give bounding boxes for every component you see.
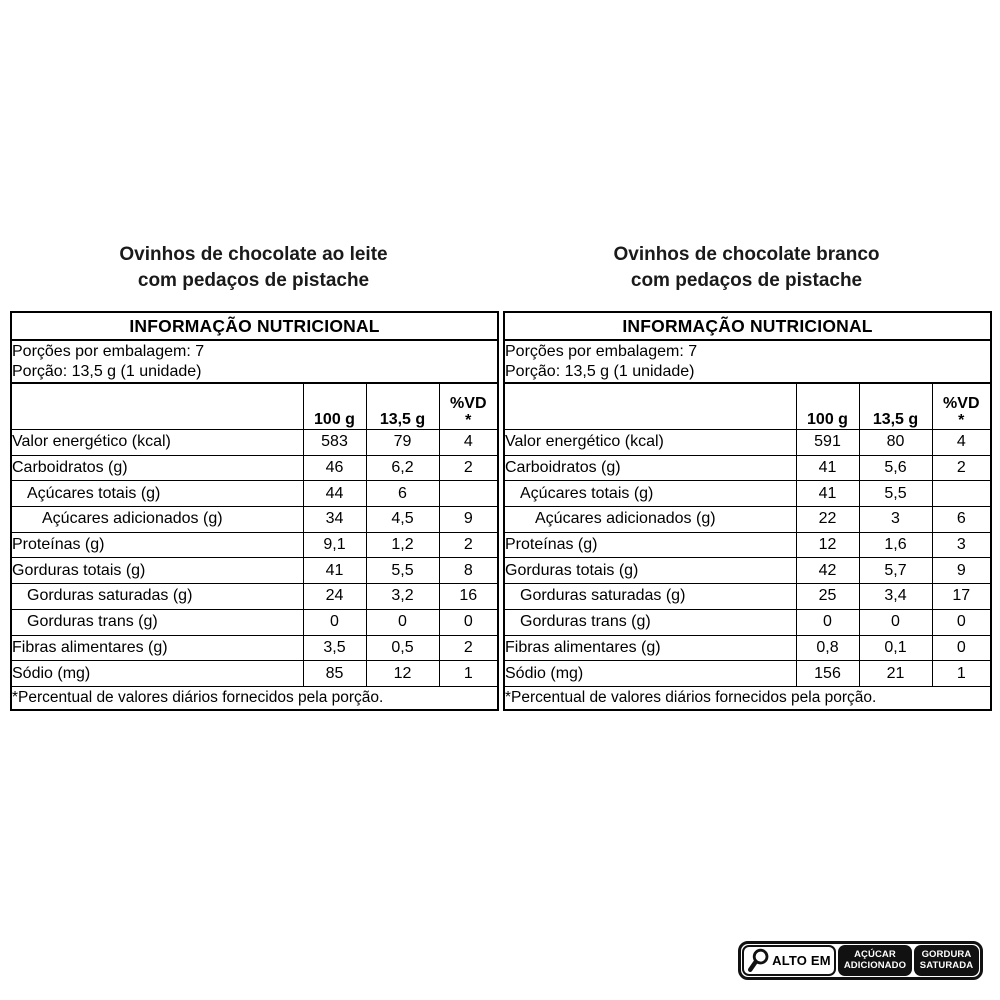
value-portion: 5,5 <box>366 558 439 584</box>
row-acucares-adicionados <box>11 507 498 533</box>
daily-value-footnote: *Percentual de valores diários fornecidos pela porção. <box>12 688 384 706</box>
value-portion: 5,6 <box>859 455 932 481</box>
row-proteinas <box>11 532 498 558</box>
value-portion: 3,2 <box>366 584 439 610</box>
value-vd: 17 <box>932 584 991 610</box>
value-100g: 34 <box>303 507 366 533</box>
value-100g: 9,1 <box>303 532 366 558</box>
row-proteinas <box>504 532 991 558</box>
nutrition-table-white-chocolate <box>503 311 992 711</box>
value-100g: 591 <box>796 430 859 456</box>
value-vd <box>439 481 498 507</box>
row-label: Gorduras trans (g) <box>11 609 303 635</box>
column-header-empty <box>504 383 796 430</box>
vd-asterisk: * <box>958 412 965 429</box>
row-valor-energetico <box>11 430 498 456</box>
column-header-empty <box>11 383 303 430</box>
value-vd: 2 <box>439 635 498 661</box>
value-100g: 0 <box>303 609 366 635</box>
product-title-white-chocolate <box>503 242 990 294</box>
value-100g: 25 <box>796 584 859 610</box>
row-acucares-totais <box>504 481 991 507</box>
row-label: Proteínas (g) <box>11 532 303 558</box>
value-100g: 41 <box>796 481 859 507</box>
value-vd: 2 <box>932 455 991 481</box>
product-title-line2: com pedaços de pistache <box>630 270 863 291</box>
row-gorduras-trans <box>11 609 498 635</box>
value-portion: 3 <box>859 507 932 533</box>
row-gorduras-trans <box>504 609 991 635</box>
column-header-portion: 13,5 g <box>366 383 439 430</box>
row-gorduras-saturadas <box>11 584 498 610</box>
row-label: Gorduras trans (g) <box>504 609 796 635</box>
row-label: Fibras alimentares (g) <box>504 635 796 661</box>
row-label: Sódio (mg) <box>11 661 303 687</box>
servings-info <box>11 340 498 383</box>
row-label: Açúcares adicionados (g) <box>504 507 796 533</box>
column-header-portion: 13,5 g <box>859 383 932 430</box>
row-acucares-totais <box>11 481 498 507</box>
value-100g: 42 <box>796 558 859 584</box>
vd-label: %VD <box>450 395 487 412</box>
row-label: Açúcares totais (g) <box>11 481 303 507</box>
row-sodio <box>504 661 991 687</box>
value-100g: 46 <box>303 455 366 481</box>
value-portion: 12 <box>366 661 439 687</box>
servings-row <box>504 340 991 383</box>
table-header-row <box>504 312 991 340</box>
value-portion: 4,5 <box>366 507 439 533</box>
value-portion: 80 <box>859 430 932 456</box>
nutrition-table-milk-chocolate <box>10 311 499 711</box>
magnifier-icon <box>747 947 771 975</box>
value-vd: 8 <box>439 558 498 584</box>
row-label: Gorduras saturadas (g) <box>11 584 303 610</box>
row-label: Valor energético (kcal) <box>11 430 303 456</box>
saturated-fat-tag <box>914 945 979 976</box>
value-vd: 0 <box>932 635 991 661</box>
value-100g: 44 <box>303 481 366 507</box>
value-portion: 0 <box>366 609 439 635</box>
value-vd: 1 <box>439 661 498 687</box>
product-title-line1: Ovinhos de chocolate ao leite <box>119 244 388 265</box>
tag-line2: ADICIONADO <box>843 959 907 971</box>
high-in-warning-badge <box>738 941 983 980</box>
servings-info <box>504 340 991 383</box>
value-vd: 2 <box>439 455 498 481</box>
value-portion: 5,5 <box>859 481 932 507</box>
value-portion: 1,6 <box>859 532 932 558</box>
value-100g: 0,8 <box>796 635 859 661</box>
alto-em-label: ALTO EM <box>772 953 831 968</box>
value-vd: 9 <box>932 558 991 584</box>
value-portion: 0,1 <box>859 635 932 661</box>
column-header-vd <box>439 383 498 430</box>
footnote-row <box>11 686 498 710</box>
row-acucares-adicionados <box>504 507 991 533</box>
tag-line2: SATURADA <box>919 959 974 971</box>
value-vd: 3 <box>932 532 991 558</box>
vd-label: %VD <box>943 395 980 412</box>
product-title-milk-chocolate <box>10 242 497 294</box>
row-label: Proteínas (g) <box>504 532 796 558</box>
value-portion: 5,7 <box>859 558 932 584</box>
row-gorduras-saturadas <box>504 584 991 610</box>
row-label: Açúcares adicionados (g) <box>11 507 303 533</box>
row-label: Gorduras totais (g) <box>11 558 303 584</box>
row-fibras <box>11 635 498 661</box>
servings-row <box>11 340 498 383</box>
vd-asterisk: * <box>465 412 472 429</box>
value-portion: 3,4 <box>859 584 932 610</box>
value-vd <box>932 481 991 507</box>
row-carboidratos <box>11 455 498 481</box>
column-header-row <box>11 383 498 430</box>
footnote-row <box>504 686 991 710</box>
row-label: Carboidratos (g) <box>504 455 796 481</box>
value-vd: 9 <box>439 507 498 533</box>
row-label: Fibras alimentares (g) <box>11 635 303 661</box>
row-label: Gorduras totais (g) <box>504 558 796 584</box>
row-label: Gorduras saturadas (g) <box>504 584 796 610</box>
value-100g: 22 <box>796 507 859 533</box>
row-label: Carboidratos (g) <box>11 455 303 481</box>
value-100g: 41 <box>796 455 859 481</box>
value-100g: 583 <box>303 430 366 456</box>
table-header-row <box>11 312 498 340</box>
column-header-row <box>504 383 991 430</box>
value-100g: 41 <box>303 558 366 584</box>
value-vd: 16 <box>439 584 498 610</box>
column-header-100g: 100 g <box>796 383 859 430</box>
value-portion: 0 <box>859 609 932 635</box>
alto-em-pill <box>742 945 836 976</box>
value-portion: 6 <box>366 481 439 507</box>
value-portion: 6,2 <box>366 455 439 481</box>
row-sodio <box>11 661 498 687</box>
added-sugar-tag <box>838 945 912 976</box>
row-carboidratos <box>504 455 991 481</box>
value-100g: 0 <box>796 609 859 635</box>
value-100g: 156 <box>796 661 859 687</box>
value-100g: 12 <box>796 532 859 558</box>
product-title-line2: com pedaços de pistache <box>137 270 370 291</box>
daily-value-footnote: *Percentual de valores diários fornecidos pela porção. <box>505 688 877 706</box>
value-vd: 4 <box>932 430 991 456</box>
serving-size: Porção: 13,5 g (1 unidade) <box>505 362 695 380</box>
serving-size: Porção: 13,5 g (1 unidade) <box>12 362 202 380</box>
value-vd: 2 <box>439 532 498 558</box>
tag-line1: GORDURA <box>921 949 972 960</box>
row-label: Valor energético (kcal) <box>504 430 796 456</box>
value-vd: 0 <box>932 609 991 635</box>
value-100g: 24 <box>303 584 366 610</box>
value-portion: 21 <box>859 661 932 687</box>
value-vd: 6 <box>932 507 991 533</box>
row-gorduras-totais <box>11 558 498 584</box>
column-header-vd <box>932 383 991 430</box>
value-100g: 85 <box>303 661 366 687</box>
row-valor-energetico <box>504 430 991 456</box>
value-vd: 4 <box>439 430 498 456</box>
value-portion: 1,2 <box>366 532 439 558</box>
row-fibras <box>504 635 991 661</box>
table-title: INFORMAÇÃO NUTRICIONAL <box>504 312 991 340</box>
value-100g: 3,5 <box>303 635 366 661</box>
value-vd: 1 <box>932 661 991 687</box>
row-gorduras-totais <box>504 558 991 584</box>
row-label: Açúcares totais (g) <box>504 481 796 507</box>
tag-line1: AÇÚCAR <box>854 949 896 960</box>
column-header-100g: 100 g <box>303 383 366 430</box>
row-label: Sódio (mg) <box>504 661 796 687</box>
table-title: INFORMAÇÃO NUTRICIONAL <box>11 312 498 340</box>
product-title-line1: Ovinhos de chocolate branco <box>613 244 880 265</box>
servings-per-package: Porções por embalagem: 7 <box>12 342 205 360</box>
value-portion: 79 <box>366 430 439 456</box>
value-vd: 0 <box>439 609 498 635</box>
servings-per-package: Porções por embalagem: 7 <box>505 342 698 360</box>
value-portion: 0,5 <box>366 635 439 661</box>
